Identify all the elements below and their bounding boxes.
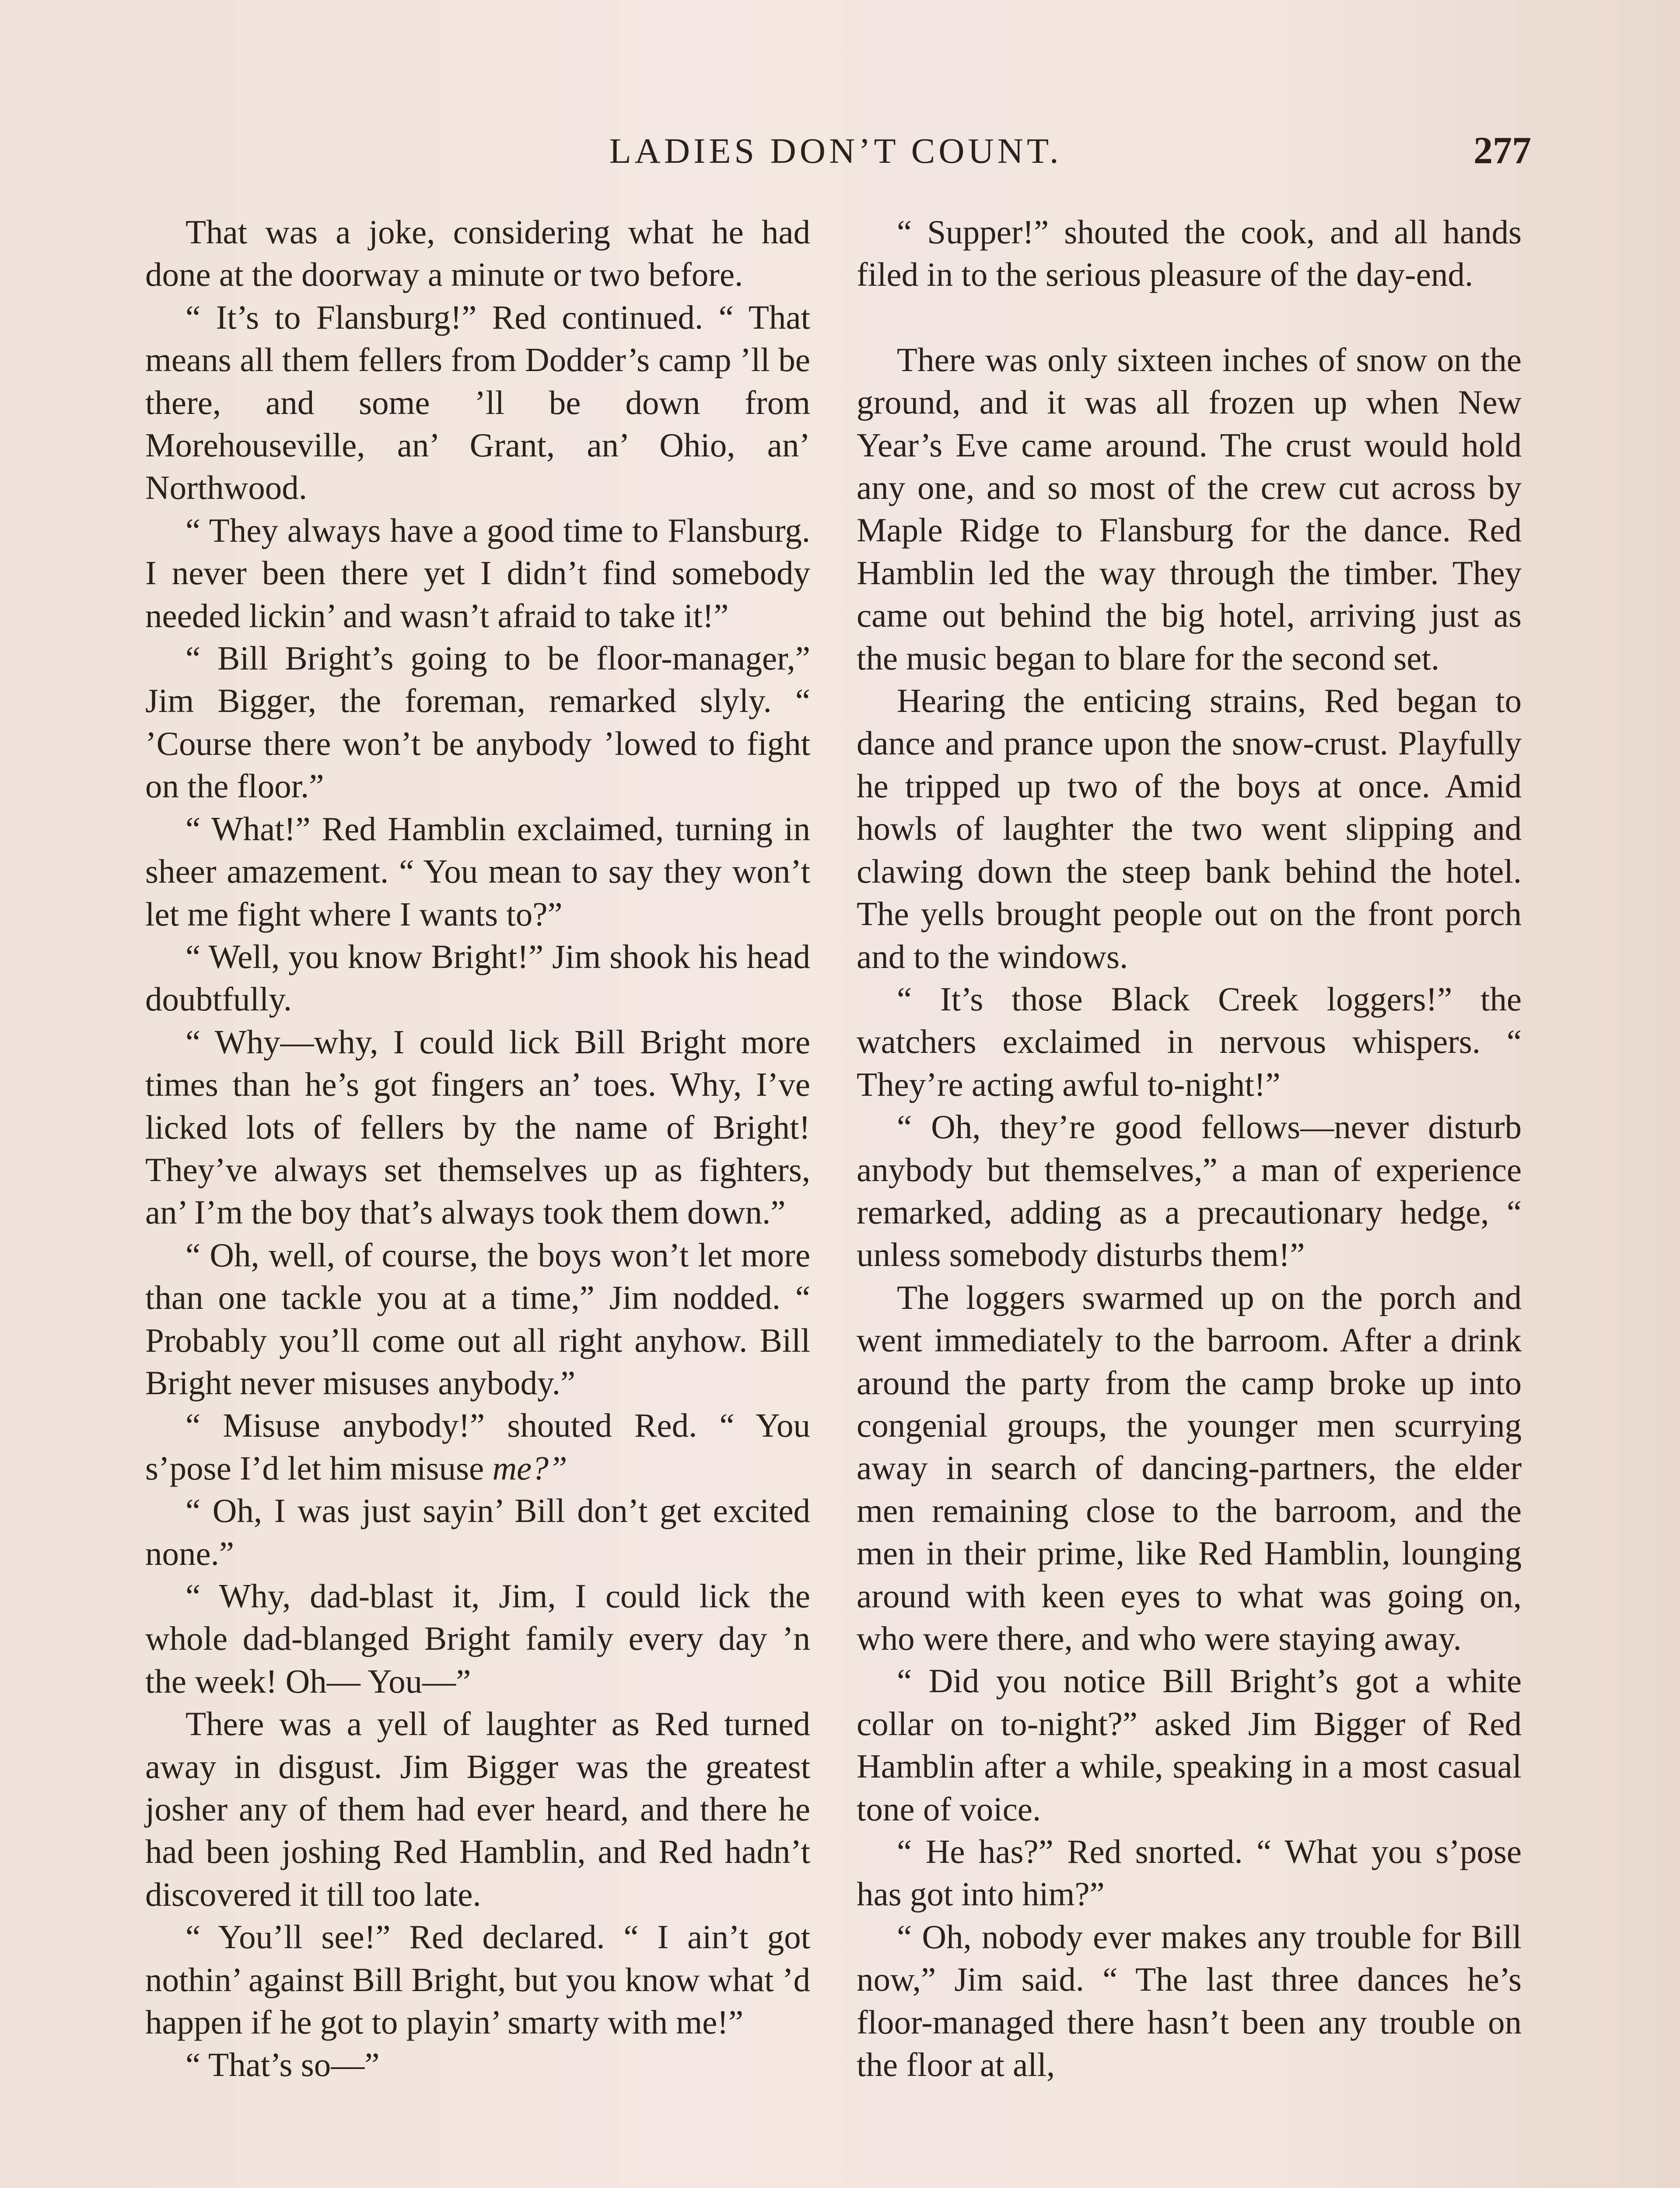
paragraph (857, 1916, 1522, 2086)
paragraph-text: “ They always have a good time to Flansburg. I never been there yet I didn’t find somebody needed lickin’ and wasn’t afraid to take it!” (145, 511, 810, 635)
paragraph (857, 211, 1522, 296)
paragraph-text: “ Bill Bright’s going to be floor-manager,” Jim Bigger, the foreman, remarked slyly. “ ’Course there won’t be anybody ’lowed to fight on the floor.” (145, 639, 810, 805)
paragraph-text: “ It’s those Black Creek loggers!” the watchers exclaimed in nervous whispers. “ They’re acting awful to-night!” (857, 980, 1522, 1103)
paragraph (145, 1404, 810, 1490)
page-number: 277 (1474, 130, 1531, 172)
paragraph (145, 2044, 810, 2086)
paragraph (145, 296, 810, 509)
paragraph (145, 936, 810, 1021)
paragraph-text: “ Misuse anybody!” shouted Red. “ You s’pose I’d let him misuse (145, 1406, 810, 1487)
paragraph (145, 509, 810, 637)
emphasis-text: me?” (492, 1449, 567, 1487)
paragraph (145, 1021, 810, 1234)
paragraph-text: “ Supper!” shouted the cook, and all hands filed in to the serious pleasure of the day-end. (857, 213, 1522, 294)
paragraph (145, 1575, 810, 1703)
paragraph (857, 1660, 1522, 1830)
paragraph (145, 211, 810, 296)
page-header (140, 127, 1531, 175)
paragraph-text: That was a joke, considering what he had done at the doorway a minute or two before. (145, 213, 810, 294)
paragraph (145, 808, 810, 936)
paragraph (145, 1703, 810, 1916)
paragraph-text: The loggers swarmed up on the porch and went immediately to the barroom. After a drink around the party from the camp broke up into congenial groups, the younger men scurrying away in search of dancing-partners, the elder men remaining close to the barroom, and the men in their prime, like Red Hamblin, lounging around with keen eyes to what was going on, who were there, and who were staying away. (857, 1278, 1522, 1657)
paragraph (857, 339, 1522, 680)
paragraph-text: “ That’s so—” (186, 2046, 380, 2084)
paragraph (857, 1830, 1522, 1916)
paragraph-text: “ Oh, well, of course, the boys won’t let more than one tackle you at a time,” Jim nodded. “ Probably you’ll come out all right anyhow. Bill Bright never misuses anybody.” (145, 1236, 810, 1402)
paragraph-text: “ Why—why, I could lick Bill Bright more times than he’s got fingers an’ toes. Why, I’ve licked lots of fellers by the name of Bright! They’ve always set themselves up as fighters, an’ I’m the boy that’s always took them down.” (145, 1023, 810, 1231)
paragraph-text: “ Did you notice Bill Bright’s got a white collar on to-night?” asked Jim Bigger of Red Hamblin after a while, speaking in a most casual tone of voice. (857, 1662, 1522, 1828)
paragraph-text: “ You’ll see!” Red declared. “ I ain’t got nothin’ against Bill Bright, but you know what ’d happen if he got to playin’ smarty with me!” (145, 1918, 810, 2041)
paragraph (857, 1106, 1522, 1276)
paragraph (857, 680, 1522, 978)
paragraph-text: “ What!” Red Hamblin exclaimed, turning in sheer amazement. “ You mean to say they won’t let me fight where I wants to?” (145, 810, 810, 933)
left-text-column (145, 211, 810, 2086)
paragraph (857, 1276, 1522, 1660)
running-title: LADIES DON’T COUNT. (609, 131, 1062, 171)
paragraph-text: “ He has?” Red snorted. “ What you s’pose has got into him?” (857, 1833, 1522, 1913)
paragraph (145, 1234, 810, 1405)
paragraph (857, 978, 1522, 1106)
paragraph-text: “ Why, dad-blast it, Jim, I could lick the whole dad-blanged Bright family every day ’n the week! Oh— You—” (145, 1577, 810, 1700)
paragraph (145, 637, 810, 808)
paragraph-text: “ It’s to Flansburg!” Red continued. “ That means all them fellers from Dodder’s camp ’ll be there, and some ’ll be down from Morehouseville, an’ Grant, an’ Ohio, an’ Northwood. (145, 298, 810, 507)
paragraph-text: There was only sixteen inches of snow on the ground, and it was all frozen up when New Year’s Eve came around. The crust would hold any one, and so most of the crew cut across by Maple Ridge to Flansburg for the dance. Red Hamblin led the way through the timber. They came out behind the big hotel, arriving just as the music began to blare for the second set. (857, 340, 1522, 677)
section-break (857, 296, 1522, 339)
paragraph-text: “ Oh, they’re good fellows—never disturb anybody but themselves,” a man of experience remarked, adding as a precautionary hedge, “ unless somebody disturbs them!” (857, 1108, 1522, 1274)
right-text-column (857, 211, 1522, 2086)
paragraph-text: There was a yell of laughter as Red turned away in disgust. Jim Bigger was the greatest josher any of them had ever heard, and there he had been joshing Red Hamblin, and Red hadn’t discovered it till too late. (145, 1705, 810, 1913)
paragraph (145, 1490, 810, 1575)
paragraph-text: Hearing the enticing strains, Red began to dance and prance upon the snow-crust. Playfully he tripped up two of the boys at once. Amid howls of laughter the two went slipping and clawing down the steep bank behind the hotel. The yells brought people out on the front porch and to the windows. (857, 682, 1522, 975)
paragraph-text: “ Well, you know Bright!” Jim shook his head doubtfully. (145, 937, 810, 1018)
paragraph-text: “ Oh, nobody ever makes any trouble for Bill now,” Jim said. “ The last three dances he’s floor-managed there hasn’t been any trouble on the floor at all, (857, 1918, 1522, 2084)
paragraph (145, 1916, 810, 2044)
paragraph-text: “ Oh, I was just sayin’ Bill don’t get excited none.” (145, 1492, 810, 1572)
